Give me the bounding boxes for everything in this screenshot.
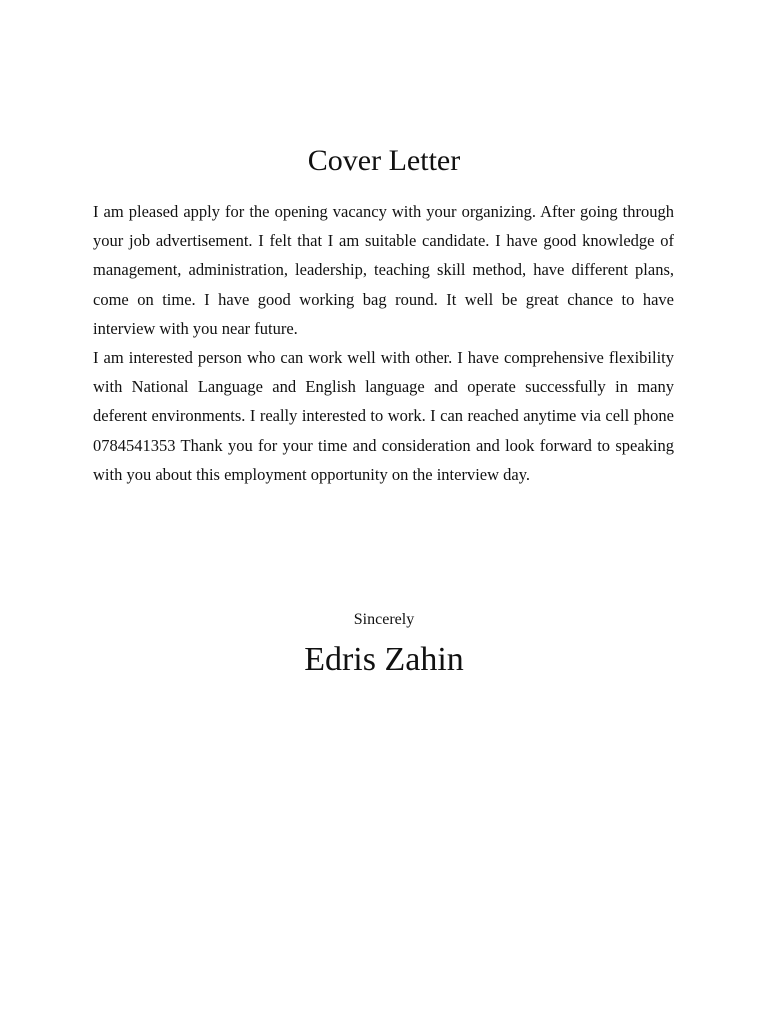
letter-paragraph-1: I am pleased apply for the opening vacancy with your organizing. After going through your job advertisement. I felt that I am suitable candidate. I have good knowledge of management, administration, leadership, teaching skill method, have different plans, come on time. I have good working bag round. It well be great chance to have interview with you near future.: [93, 202, 674, 338]
closing-salutation: Sincerely: [353, 611, 415, 628]
page-title: Cover Letter: [307, 144, 461, 177]
signature-name: Edris Zahin: [304, 641, 464, 678]
letter-body: [93, 197, 674, 489]
letter-paragraph-2: I am interested person who can work well with other. I have comprehensive flexibility with National Language and English language and operate successfully in many deferent environments. I really interested to work. I can reached anytime via cell phone 0784541353 Thank you for your time and consideration and look forward to speaking with you about this employment opportunity on the interview day.: [93, 348, 674, 484]
